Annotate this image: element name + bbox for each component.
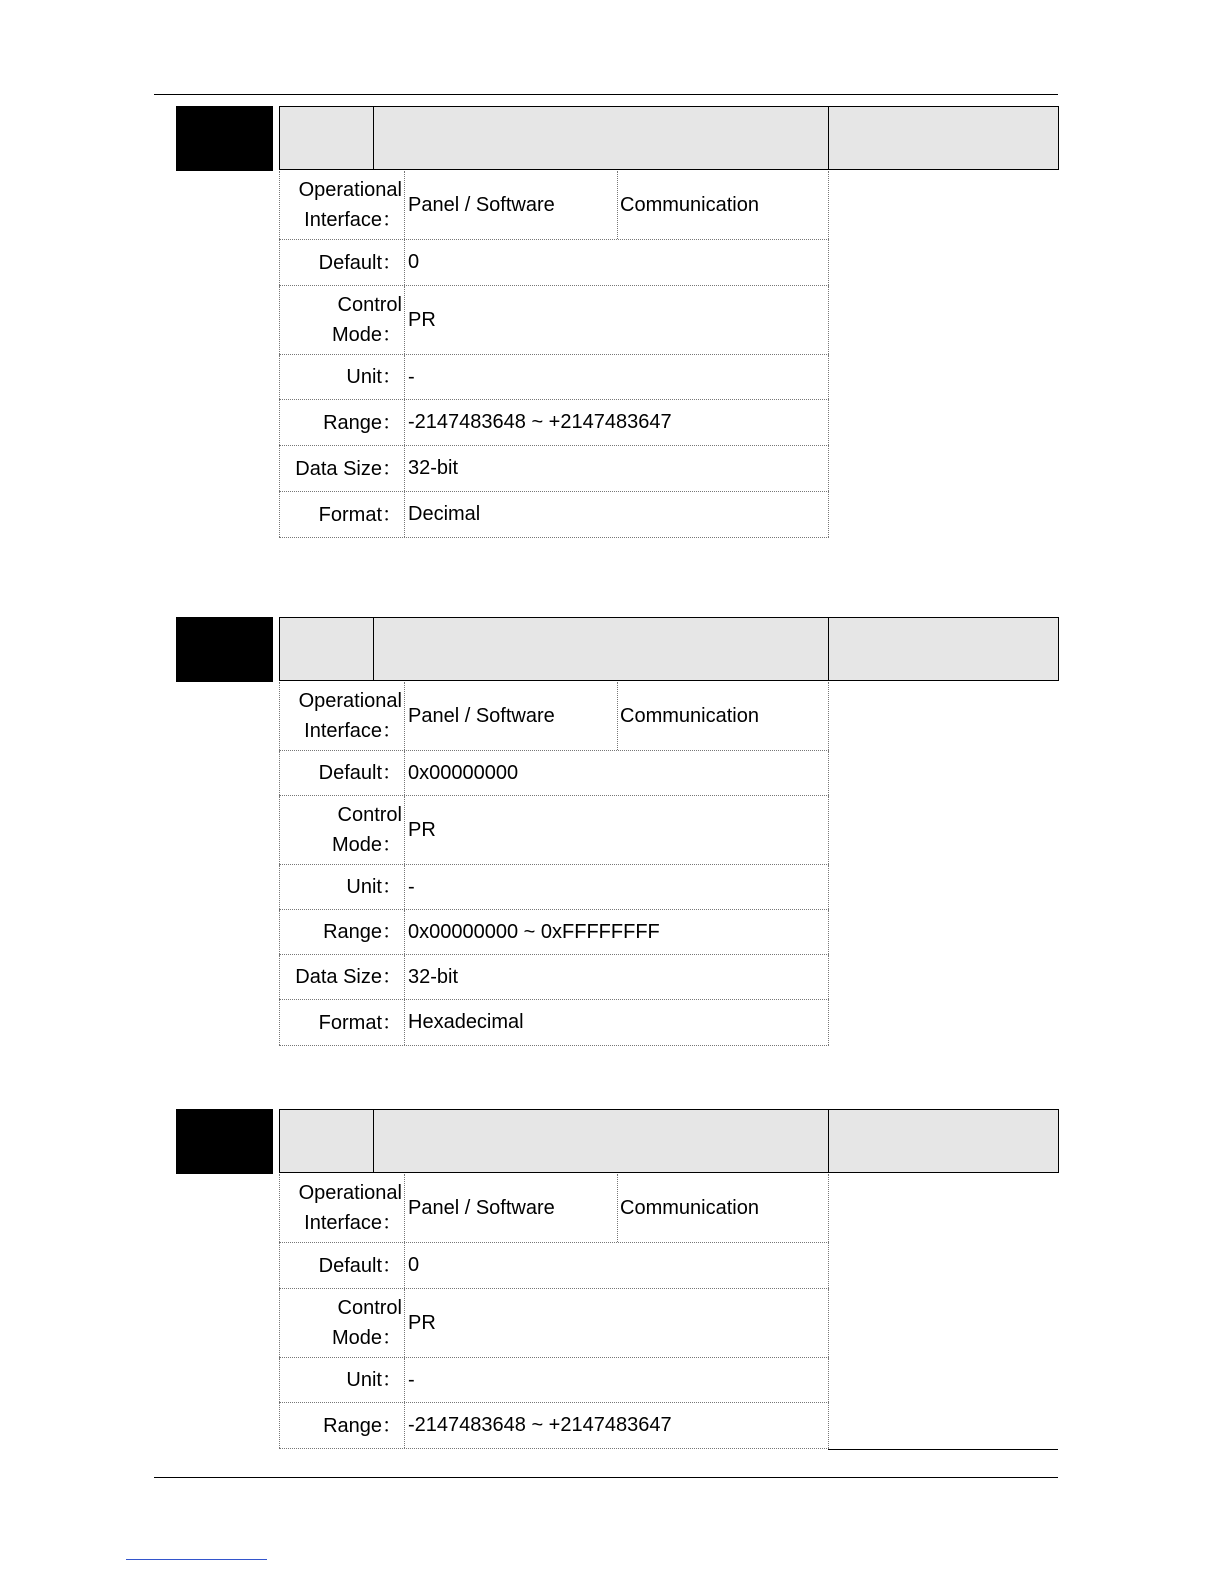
control-mode-value: PR	[408, 818, 436, 841]
range-label: Range：	[279, 400, 405, 445]
interface-row	[279, 171, 829, 240]
default-value: 0	[408, 1254, 420, 1276]
unit-label: Unit：	[279, 1358, 405, 1402]
data-size-row	[279, 955, 829, 1000]
range-row	[279, 1403, 829, 1449]
table-end-rule	[828, 1449, 1058, 1450]
parameter-header-cell-reference	[828, 1109, 1059, 1173]
data-size-row	[279, 446, 829, 492]
interface-label	[279, 682, 405, 750]
parameter-header-cell-reference	[828, 106, 1059, 170]
parameter-header-cell-reference	[828, 617, 1059, 681]
control-mode-label-line1: Control	[337, 1297, 402, 1319]
control-mode-row	[279, 286, 829, 355]
default-value: 0	[408, 251, 420, 273]
control-mode-label-line2: Mode：	[331, 324, 402, 346]
parameter-header-cell-address	[279, 617, 374, 681]
interface-row	[279, 1174, 829, 1243]
unit-row	[279, 355, 829, 400]
parameter-header-cell-name	[373, 617, 829, 681]
control-mode-label	[279, 286, 405, 354]
interface-panel-value: Panel / Software	[408, 171, 618, 239]
format-label: Format：	[279, 1000, 405, 1045]
default-value: 0x00000000	[408, 761, 519, 784]
interface-label-line2: Interface：	[304, 209, 402, 231]
format-label: Format：	[279, 492, 405, 537]
control-mode-label	[279, 796, 405, 864]
control-mode-value: PR	[408, 308, 436, 331]
unit-value: -	[408, 875, 415, 898]
data-size-label: Data Size：	[279, 446, 405, 491]
default-label: Default：	[279, 751, 405, 795]
interface-label-line1: Operational	[298, 179, 402, 201]
default-row	[279, 1243, 829, 1289]
parameter-code-box	[176, 106, 273, 171]
control-mode-label-line1: Control	[337, 294, 402, 316]
footer-link-underline[interactable]	[126, 1559, 267, 1560]
range-value: -2147483648 ~ +2147483647	[408, 411, 672, 433]
default-label: Default：	[279, 1243, 405, 1288]
parameter-code-box	[176, 1109, 273, 1174]
default-label: Default：	[279, 240, 405, 285]
unit-label: Unit：	[279, 865, 405, 909]
format-value: Decimal	[408, 503, 481, 525]
bottom-rule	[154, 1477, 1058, 1478]
unit-value: -	[408, 1368, 415, 1391]
parameter-header-cell-name	[373, 106, 829, 170]
data-size-label: Data Size：	[279, 955, 405, 999]
top-rule	[154, 94, 1058, 95]
control-mode-row	[279, 796, 829, 865]
interface-communication-value: Communication	[620, 704, 759, 727]
interface-label	[279, 1174, 405, 1242]
control-mode-label	[279, 1289, 405, 1357]
interface-label	[279, 171, 405, 239]
data-size-value: 32-bit	[408, 457, 459, 479]
range-value: -2147483648 ~ +2147483647	[408, 1414, 672, 1436]
interface-label-line1: Operational	[298, 1182, 402, 1204]
control-mode-label-line2: Mode：	[331, 834, 402, 856]
unit-row	[279, 865, 829, 910]
control-mode-value: PR	[408, 1311, 436, 1334]
range-label: Range：	[279, 1403, 405, 1448]
format-row	[279, 1000, 829, 1046]
range-row	[279, 400, 829, 446]
range-label: Range：	[279, 910, 405, 954]
format-row	[279, 492, 829, 538]
unit-label: Unit：	[279, 355, 405, 399]
interface-label-line1: Operational	[298, 690, 402, 712]
interface-label-line2: Interface：	[304, 1212, 402, 1234]
parameter-header-cell-address	[279, 106, 374, 170]
interface-communication-value: Communication	[620, 1196, 759, 1219]
interface-row	[279, 682, 829, 751]
unit-row	[279, 1358, 829, 1403]
interface-communication-value: Communication	[620, 193, 759, 216]
format-value: Hexadecimal	[408, 1011, 524, 1033]
parameter-header-cell-address	[279, 1109, 374, 1173]
range-row	[279, 910, 829, 955]
control-mode-label-line2: Mode：	[331, 1327, 402, 1349]
unit-value: -	[408, 365, 415, 388]
range-value: 0x00000000 ~ 0xFFFFFFFF	[408, 920, 660, 943]
default-row	[279, 751, 829, 796]
data-size-value: 32-bit	[408, 965, 459, 988]
interface-panel-value: Panel / Software	[408, 1174, 618, 1242]
parameter-code-box	[176, 617, 273, 682]
parameter-header-cell-name	[373, 1109, 829, 1173]
interface-panel-value: Panel / Software	[408, 682, 618, 750]
control-mode-row	[279, 1289, 829, 1358]
interface-label-line2: Interface：	[304, 720, 402, 742]
control-mode-label-line1: Control	[337, 804, 402, 826]
default-row	[279, 240, 829, 286]
